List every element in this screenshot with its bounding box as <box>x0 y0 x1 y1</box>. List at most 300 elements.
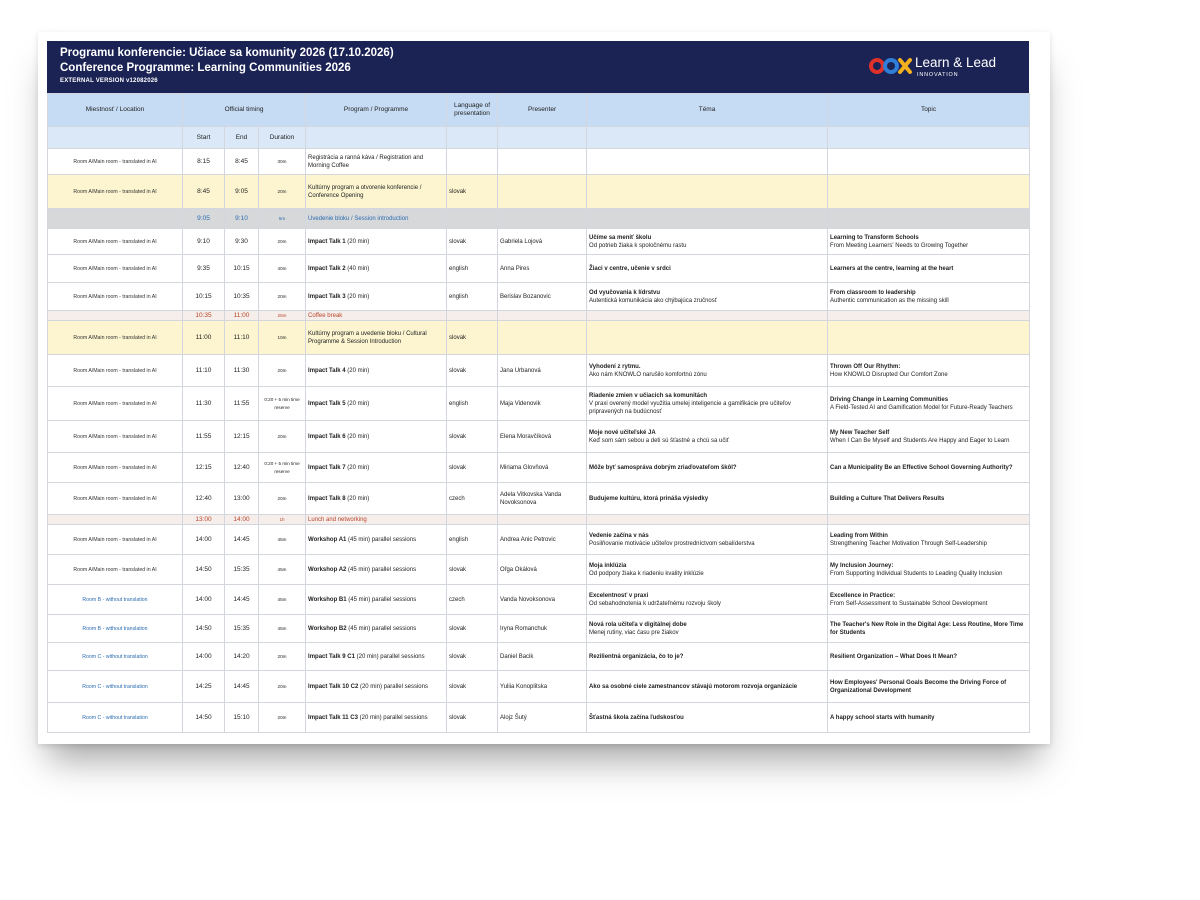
cell-presenter: Oľga Okálová <box>498 555 587 585</box>
cell-programme <box>306 585 447 615</box>
cell-language <box>447 149 498 175</box>
topic-title: My Inclusion Journey: <box>830 562 894 569</box>
table-body <box>48 149 1030 733</box>
cell-duration: 45m <box>259 525 306 555</box>
cell-end: 15:35 <box>225 555 259 585</box>
topic-title: Leading from Within <box>830 532 888 539</box>
cell-topic <box>828 643 1030 671</box>
cell-start: 10:15 <box>183 283 225 311</box>
cell-start: 13:00 <box>183 515 225 525</box>
cell-location: Room C - without translation <box>48 671 183 703</box>
cell-language: czech <box>447 585 498 615</box>
tema-title: Šťastná škola začína ľudskosťou <box>589 714 684 721</box>
cell-end: 11:30 <box>225 355 259 387</box>
logo-name: Learn & Lead <box>915 55 997 70</box>
cell-start: 9:10 <box>183 229 225 255</box>
cell-tema <box>587 229 828 255</box>
cell-topic <box>828 209 1030 229</box>
col-language: Language of presentation <box>447 94 498 127</box>
cell-duration: 1h <box>259 515 306 525</box>
cell-location <box>48 311 183 321</box>
cell-topic <box>828 703 1030 733</box>
cell-topic <box>828 453 1030 483</box>
programme-text: (20 min) parallel sessions <box>354 653 425 660</box>
programme-text: (20 min) <box>345 400 370 407</box>
cell-location: Room A/Main room - translated in AI <box>48 229 183 255</box>
tema-sub: Od potrieb žiaka k spoločnému rastu <box>589 242 687 249</box>
table-row <box>48 255 1030 283</box>
cell-programme <box>306 515 447 525</box>
topic-sub: How KNOWLO Disrupted Our Comfort Zone <box>830 371 948 378</box>
tema-sub: Posilňovanie motivácie učiteľov prostredníctvom sebalíderstva <box>589 540 755 547</box>
cell-duration: 45m <box>259 555 306 585</box>
cell-end: 12:40 <box>225 453 259 483</box>
topic-sub: From Supporting Individual Students to Leading Quality Inclusion <box>830 570 1003 577</box>
cell-location <box>48 515 183 525</box>
cell-language: slovak <box>447 615 498 643</box>
tema-title: Moja inklúzia <box>589 562 627 569</box>
cell-language: slovak <box>447 555 498 585</box>
cell-language: slovak <box>447 229 498 255</box>
cell-topic <box>828 283 1030 311</box>
cell-programme <box>306 525 447 555</box>
programme-bold: Impact Talk 1 <box>308 238 346 245</box>
cell-location: Room C - without translation <box>48 643 183 671</box>
table-row <box>48 321 1030 355</box>
col-location: Miestnosť / Location <box>48 94 183 127</box>
cell-tema <box>587 355 828 387</box>
table-row <box>48 483 1030 515</box>
cell-presenter: Vanda Novoksonova <box>498 585 587 615</box>
tema-title: Moje nové učiteľské JA <box>589 429 656 436</box>
cell-location: Room A/Main room - translated in AI <box>48 421 183 453</box>
cell-programme <box>306 209 447 229</box>
cell-tema <box>587 615 828 643</box>
cell-topic <box>828 525 1030 555</box>
cell-start: 14:00 <box>183 643 225 671</box>
cell-programme <box>306 175 447 209</box>
cell-location: Room A/Main room - translated in AI <box>48 321 183 355</box>
cell-topic <box>828 483 1030 515</box>
cell-programme <box>306 387 447 421</box>
cell-topic <box>828 311 1030 321</box>
cell-end: 9:05 <box>225 175 259 209</box>
cell-duration: 20m <box>259 175 306 209</box>
cell-start: 11:00 <box>183 321 225 355</box>
cell-programme <box>306 321 447 355</box>
topic-title: Building a Culture That Delivers Results <box>830 495 945 502</box>
cell-tema <box>587 149 828 175</box>
cell-programme <box>306 283 447 311</box>
cell-language: english <box>447 525 498 555</box>
cell-start: 9:05 <box>183 209 225 229</box>
cell-language: english <box>447 283 498 311</box>
topic-title: My New Teacher Self <box>830 429 890 436</box>
cell-topic <box>828 149 1030 175</box>
topic-title: From classroom to leadership <box>830 289 916 296</box>
cell-presenter: Alojz Šutý <box>498 703 587 733</box>
cell-location: Room A/Main room - translated in AI <box>48 555 183 585</box>
cell-location: Room A/Main room - translated in AI <box>48 175 183 209</box>
table-header-row <box>48 94 1030 127</box>
programme-bold: Impact Talk 5 <box>308 400 346 407</box>
cell-location: Room A/Main room - translated in AI <box>48 387 183 421</box>
programme-text: Lunch and networking <box>308 516 367 523</box>
cell-duration: 30m <box>259 149 306 175</box>
cell-programme <box>306 483 447 515</box>
cell-end: 9:10 <box>225 209 259 229</box>
logo-sub: INNOVATION <box>917 72 959 78</box>
cell-tema <box>587 421 828 453</box>
topic-sub: A Field-Tested AI and Gamification Model for Future-Ready Teachers <box>830 404 1013 411</box>
programme-bold: Impact Talk 2 <box>308 265 346 272</box>
cell-location: Room A/Main room - translated in AI <box>48 255 183 283</box>
tema-sub: Autentická komunikácia ako chýbajúca zručnosť <box>589 297 718 304</box>
cell-duration: 10m <box>259 321 306 355</box>
cell-duration: 5m <box>259 209 306 229</box>
cell-presenter: Yuliia Konoplitska <box>498 671 587 703</box>
programme-text: (45 min) parallel sessions <box>346 566 417 573</box>
programme-text: Uvedenie bloku / Session introduction <box>308 215 409 222</box>
cell-tema <box>587 453 828 483</box>
topic-sub: From Meeting Learners' Needs to Growing Together <box>830 242 969 249</box>
cell-tema <box>587 283 828 311</box>
cell-presenter: Berislav Bozanovic <box>498 283 587 311</box>
cell-programme <box>306 453 447 483</box>
cell-programme <box>306 703 447 733</box>
cell-language: slovak <box>447 321 498 355</box>
cell-tema <box>587 483 828 515</box>
cell-location: Room A/Main room - translated in AI <box>48 149 183 175</box>
cell-programme <box>306 255 447 283</box>
cell-location: Room A/Main room - translated in AI <box>48 453 183 483</box>
programme-bold: Workshop A2 <box>308 566 347 573</box>
cell-start: 14:25 <box>183 671 225 703</box>
cell-tema <box>587 209 828 229</box>
col-presenter: Presenter <box>498 94 587 127</box>
table-row <box>48 453 1030 483</box>
programme-bold: Impact Talk 4 <box>308 367 346 374</box>
cell-topic <box>828 255 1030 283</box>
cell-language: slovak <box>447 703 498 733</box>
cell-duration: 20m <box>259 229 306 255</box>
cell-location: Room C - without translation <box>48 703 183 733</box>
cell-tema <box>587 671 828 703</box>
topic-sub: Authentic communication as the missing skill <box>830 297 949 304</box>
programme-text: (20 min) <box>345 433 370 440</box>
cell-start: 10:35 <box>183 311 225 321</box>
topic-title: Driving Change in Learning Communities <box>830 396 949 403</box>
cell-tema <box>587 525 828 555</box>
cell-tema <box>587 175 828 209</box>
table-row <box>48 525 1030 555</box>
tema-title: Rezilientná organizácia, čo to je? <box>589 653 684 660</box>
cell-programme <box>306 355 447 387</box>
cell-location: Room B - without translation <box>48 585 183 615</box>
topic-title: Learning to Transform Schools <box>830 234 919 241</box>
cell-presenter: Miriama Glovňová <box>498 453 587 483</box>
cell-end: 9:30 <box>225 229 259 255</box>
cell-presenter: Elena Moravčíková <box>498 421 587 453</box>
cell-topic <box>828 421 1030 453</box>
col-topic: Topic <box>828 94 1030 127</box>
cell-tema <box>587 311 828 321</box>
programme-bold: Impact Talk 8 <box>308 495 346 502</box>
col-duration: Duration <box>259 127 306 149</box>
cell-start: 11:30 <box>183 387 225 421</box>
programme-text: (20 min) <box>345 238 370 245</box>
programme-bold: Impact Talk 11 C3 <box>308 714 358 721</box>
table-row <box>48 421 1030 453</box>
cell-topic <box>828 175 1030 209</box>
topic-title: Thrown Off Our Rhythm: <box>830 363 901 370</box>
header-banner <box>47 41 1029 93</box>
table-row <box>48 209 1030 229</box>
cell-start: 8:45 <box>183 175 225 209</box>
programme-text: (20 min) parallel sessions <box>357 714 428 721</box>
table-row <box>48 149 1030 175</box>
col-programme: Program / Programme <box>306 94 447 127</box>
cell-end: 10:35 <box>225 283 259 311</box>
cell-start: 12:40 <box>183 483 225 515</box>
cell-duration: 20m <box>259 355 306 387</box>
cell-programme <box>306 555 447 585</box>
cell-end: 10:15 <box>225 255 259 283</box>
programme-bold: Workshop B1 <box>308 596 347 603</box>
cell-start: 12:15 <box>183 453 225 483</box>
cell-tema <box>587 515 828 525</box>
col-end: End <box>225 127 259 149</box>
programme-text: (45 min) parallel sessions <box>346 536 417 543</box>
table-row <box>48 643 1030 671</box>
cell-end: 13:00 <box>225 483 259 515</box>
topic-sub: When I Can Be Myself and Students Are Happy and Eager to Learn <box>830 437 1010 444</box>
logo-mark-icon <box>869 56 913 76</box>
cell-presenter: Daniel Bacik <box>498 643 587 671</box>
cell-language: slovak <box>447 453 498 483</box>
cell-presenter: Jana Urbanová <box>498 355 587 387</box>
topic-title: A happy school starts with humanity <box>830 714 935 721</box>
cell-presenter: Maja Videnovik <box>498 387 587 421</box>
cell-language <box>447 209 498 229</box>
topic-title: The Teacher's New Role in the Digital Age: Less Routine, More Time for Students <box>830 621 1024 636</box>
programme-sheet <box>38 32 1050 744</box>
tema-title: Budujeme kultúru, ktorá prináša výsledky <box>589 495 709 502</box>
cell-language: czech <box>447 483 498 515</box>
cell-duration: 40m <box>259 255 306 283</box>
table-row <box>48 585 1030 615</box>
topic-title: Can a Municipality Be an Effective School Governing Authority? <box>830 464 1013 471</box>
programme-text: Coffee break <box>308 312 343 319</box>
cell-duration: 20m <box>259 703 306 733</box>
cell-language <box>447 311 498 321</box>
cell-duration: 0:20 + 5 min time reserve <box>259 387 306 421</box>
programme-bold: Workshop A1 <box>308 536 347 543</box>
cell-presenter <box>498 149 587 175</box>
col-timing: Official timing <box>183 94 306 127</box>
cell-presenter: Anna Pires <box>498 255 587 283</box>
programme-text: Kultúrny program a uvedenie bloku / Cultural Programme & Session Introduction <box>308 330 427 345</box>
tema-title: Vedenie začína v nás <box>589 532 649 539</box>
tema-title: Ako sa osobné ciele zamestnancov stávajú motorom rozvoja organizácie <box>589 683 798 690</box>
cell-language: english <box>447 387 498 421</box>
table-row <box>48 555 1030 585</box>
cell-tema <box>587 703 828 733</box>
topic-title: Excellence in Practice: <box>830 592 896 599</box>
cell-duration: 20m <box>259 671 306 703</box>
topic-sub: From Self-Assessment to Sustainable School Development <box>830 600 988 607</box>
cell-end: 11:55 <box>225 387 259 421</box>
programme-text: Kultúrny program a otvorenie konferencie / Conference Opening <box>308 184 422 199</box>
table-row <box>48 175 1030 209</box>
tema-title: Nová rola učiteľa v digitálnej dobe <box>589 621 687 628</box>
cell-duration: 45m <box>259 585 306 615</box>
cell-tema <box>587 643 828 671</box>
table-row <box>48 515 1030 525</box>
cell-start: 14:50 <box>183 703 225 733</box>
cell-language: slovak <box>447 671 498 703</box>
cell-end: 11:00 <box>225 311 259 321</box>
cell-tema <box>587 387 828 421</box>
programme-text: (20 min) <box>345 367 370 374</box>
tema-title: Žiaci v centre, učenie v srdci <box>589 265 671 272</box>
cell-duration: 25m <box>259 311 306 321</box>
cell-end: 14:00 <box>225 515 259 525</box>
tema-title: Excelentnosť v praxi <box>589 592 649 599</box>
learn-lead-logo <box>869 54 1009 78</box>
cell-duration: 20m <box>259 421 306 453</box>
cell-programme <box>306 311 447 321</box>
cell-topic <box>828 355 1030 387</box>
cell-programme <box>306 643 447 671</box>
cell-topic <box>828 229 1030 255</box>
cell-duration: 45m <box>259 615 306 643</box>
cell-topic <box>828 387 1030 421</box>
tema-sub: Od podpory žiaka k riadeniu kvality inklúzie <box>589 570 704 577</box>
cell-language: slovak <box>447 643 498 671</box>
programme-text: (45 min) parallel sessions <box>346 625 417 632</box>
table-row <box>48 671 1030 703</box>
cell-presenter <box>498 311 587 321</box>
cell-start: 11:55 <box>183 421 225 453</box>
programme-bold: Impact Talk 3 <box>308 293 346 300</box>
programme-bold: Workshop B2 <box>308 625 347 632</box>
tema-title: Vyhodení z rytmu. <box>589 363 641 370</box>
title-sk: Programu konferencie: Učiace sa komunity 2026 (17.10.2026) <box>60 47 394 59</box>
programme-bold: Impact Talk 9 C1 <box>308 653 355 660</box>
table-row <box>48 355 1030 387</box>
table-row <box>48 311 1030 321</box>
cell-topic <box>828 615 1030 643</box>
programme-text: (40 min) <box>345 265 370 272</box>
cell-programme <box>306 229 447 255</box>
version-label: EXTERNAL VERSION v12082026 <box>60 78 158 84</box>
title-en: Conference Programme: Learning Communities 2026 <box>60 62 351 74</box>
programme-table <box>47 93 1030 733</box>
tema-sub: Ako nám KNOWLO narušilo komfortnú zónu <box>589 371 707 378</box>
cell-end: 12:15 <box>225 421 259 453</box>
topic-title: Resilient Organization – What Does It Mean? <box>830 653 958 660</box>
table-row <box>48 387 1030 421</box>
cell-end: 14:45 <box>225 671 259 703</box>
cell-location: Room A/Main room - translated in AI <box>48 283 183 311</box>
cell-start: 14:00 <box>183 585 225 615</box>
cell-programme <box>306 671 447 703</box>
cell-end: 8:45 <box>225 149 259 175</box>
cell-location: Room A/Main room - translated in AI <box>48 525 183 555</box>
cell-language: slovak <box>447 355 498 387</box>
cell-language <box>447 515 498 525</box>
programme-text: (20 min) <box>345 495 370 502</box>
cell-presenter: Adela Vitkovska Vanda Novoksonova <box>498 483 587 515</box>
cell-topic <box>828 671 1030 703</box>
table-row <box>48 703 1030 733</box>
cell-start: 14:50 <box>183 615 225 643</box>
table-row <box>48 229 1030 255</box>
cell-tema <box>587 321 828 355</box>
cell-duration: 0:20 + 5 min time reserve <box>259 453 306 483</box>
topic-title: Learners at the centre, learning at the heart <box>830 265 954 272</box>
cell-start: 8:15 <box>183 149 225 175</box>
programme-bold: Impact Talk 6 <box>308 433 346 440</box>
tema-title: Môže byť samospráva dobrým zriaďovateľom škôl? <box>589 464 737 471</box>
table-row <box>48 283 1030 311</box>
cell-start: 14:00 <box>183 525 225 555</box>
col-tema: Téma <box>587 94 828 127</box>
cell-language: slovak <box>447 421 498 453</box>
tema-sub: V praxi overený model využitia umelej inteligencie a gamifikácie pre učiteľov pripravených na budúcnosť <box>589 400 791 415</box>
cell-topic <box>828 515 1030 525</box>
programme-text: (20 min) parallel sessions <box>358 683 428 690</box>
tema-sub: Od sebahodnotenia k udržateľnému rozvoju školy <box>589 600 721 607</box>
cell-duration: 20m <box>259 283 306 311</box>
cell-topic <box>828 555 1030 585</box>
cell-presenter <box>498 175 587 209</box>
cell-end: 14:45 <box>225 585 259 615</box>
cell-end: 14:45 <box>225 525 259 555</box>
col-start: Start <box>183 127 225 149</box>
cell-location: Room A/Main room - translated in AI <box>48 483 183 515</box>
cell-location: Room B - without translation <box>48 615 183 643</box>
cell-start: 11:10 <box>183 355 225 387</box>
programme-bold: Impact Talk 7 <box>308 464 346 471</box>
topic-sub: Strengthening Teacher Motivation Through Self-Leadership <box>830 540 987 547</box>
cell-end: 15:10 <box>225 703 259 733</box>
cell-start: 14:50 <box>183 555 225 585</box>
topic-title: How Employees' Personal Goals Become the Driving Force of Organizational Development <box>830 679 1007 694</box>
table-row <box>48 615 1030 643</box>
cell-presenter <box>498 515 587 525</box>
cell-end: 11:10 <box>225 321 259 355</box>
cell-duration: 20m <box>259 643 306 671</box>
cell-tema <box>587 555 828 585</box>
cell-presenter <box>498 321 587 355</box>
cell-language: slovak <box>447 175 498 209</box>
table-subheader-row <box>48 127 1030 149</box>
cell-start: 9:35 <box>183 255 225 283</box>
programme-text: (20 min) <box>345 464 370 471</box>
cell-programme <box>306 615 447 643</box>
tema-sub: Menej rutiny, viac času pre žiakov <box>589 629 679 636</box>
tema-title: Od vyučovania k lídrstvu <box>589 289 661 296</box>
cell-location: Room A/Main room - translated in AI <box>48 355 183 387</box>
cell-tema <box>587 255 828 283</box>
cell-location <box>48 209 183 229</box>
programme-text: (20 min) <box>345 293 370 300</box>
cell-language: english <box>447 255 498 283</box>
cell-programme <box>306 149 447 175</box>
cell-tema <box>587 585 828 615</box>
